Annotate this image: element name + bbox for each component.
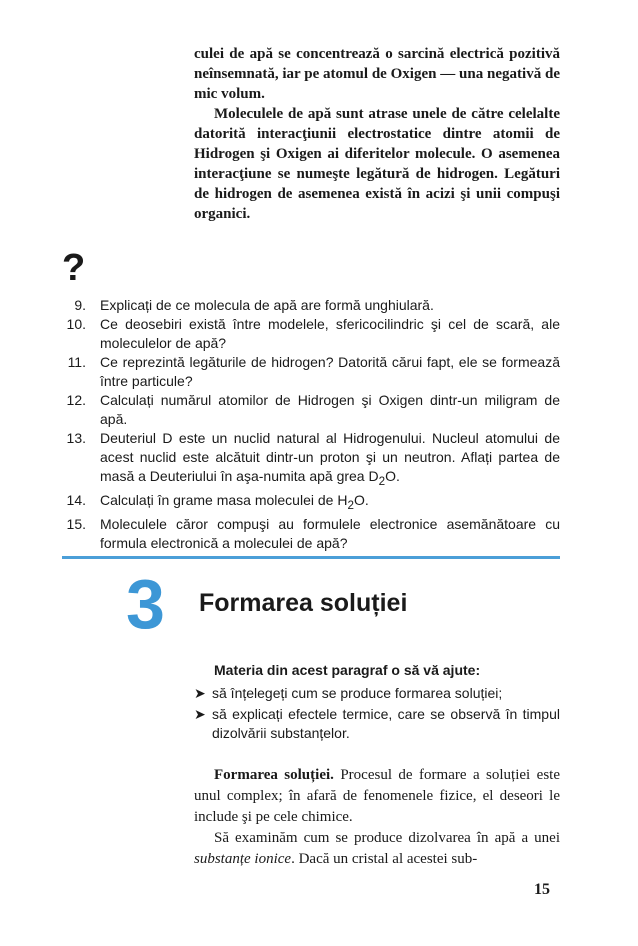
questions-list [58, 296, 560, 553]
section-number: 3 [126, 565, 165, 643]
question-number: 11. [67, 354, 86, 370]
question-text: Calculați numărul atomilor de Hidrogen şi Oxigen dintr-un miligram de apă. [100, 392, 560, 427]
question-text: Moleculele căror compuşi au formulele electronice asemănătoare cu formula electronică a moleculei de apă? [100, 515, 560, 551]
question-text: Explicați de ce molecula de apă are formă unghiulară. [100, 297, 434, 313]
question-number: 12. [66, 392, 86, 408]
question-item [58, 491, 560, 515]
paragraph-text: . Dacă un cristal al acestei sub- [291, 851, 478, 867]
paragraph-lead: Formarea soluției. [214, 767, 334, 783]
question-text: O. [353, 491, 369, 508]
body-text [194, 765, 560, 870]
section-divider [62, 556, 560, 559]
section-title: Formarea soluției [199, 589, 408, 617]
question-number: 10. [66, 316, 86, 332]
questions-heading-icon: ? [62, 247, 86, 289]
objectives-intro: Materia din acest paragraf o să vă ajute: [214, 662, 481, 678]
paragraph-text: Să examinăm cum se produce dizolvarea în apă a unei [214, 830, 560, 846]
question-number: 15. [66, 515, 86, 532]
objective-text: să explicați efectele termice, care se observă în timpul dizolvării substanțelor. [212, 706, 560, 741]
subscript: 2 [378, 474, 386, 488]
question-item [58, 315, 560, 353]
question-item [58, 296, 560, 315]
objectives-box [194, 661, 560, 745]
question-item [58, 391, 560, 429]
paragraph-hydrogen-bond: Moleculele de apă sunt atrase unele de către celelalte datorită interacţiunii electrostatice dintre atomii de Hidrogen şi Oxigen ai diferitelor molecule. O asemenea interacţiune se numeşte legătură de hidrogen. Legături de hidrogen de asemenea există în acizi şi unii compuşi organici. [194, 106, 560, 222]
paragraph-continuation: culei de apă se concentrează o sarcină electrică pozitivă neînsemnată, iar pe atomul de Oxigen — una negativă de mic volum. [194, 46, 560, 102]
question-text: Ce deosebiri există între modelele, sfericocilindric şi cel de scară, ale moleculelor de apă? [100, 316, 560, 351]
question-text: O. [385, 468, 400, 484]
question-text: Ce reprezintă legăturile de hidrogen? Datorită cărui fapt, ele se formează între particule? [100, 354, 560, 389]
emphasis-text: substanțe ionice [194, 851, 292, 867]
page-number: 15 [534, 881, 550, 898]
question-text: Deuteriul D este un nuclid natural al Hidrogenului. Nucleul atomului de acest nuclid este alcătuit dintr-un proton şi un neutron. Aflați partea de masă a Deuteriului în aşa-numita apă grea D [100, 430, 560, 484]
paragraph-text: Procesul de formare a soluției este unul complex; în afară de fenomenele fizice, el deseori le include şi pe cele chimice. [194, 767, 560, 825]
question-text: Calculați în grame masa moleculei de H [100, 491, 348, 508]
question-item [58, 429, 560, 491]
subscript: 2 [347, 498, 354, 512]
objective-item [194, 684, 560, 703]
body-paragraph [194, 765, 560, 828]
top-paragraph [194, 44, 560, 224]
objective-item [194, 705, 560, 743]
arrowhead-right-icon: ➤ [194, 685, 206, 701]
question-number: 14. [66, 491, 86, 508]
question-number: 9. [74, 297, 86, 313]
question-item [58, 353, 560, 391]
body-paragraph [194, 828, 560, 870]
question-number: 13. [66, 430, 86, 446]
question-item [58, 515, 560, 553]
objective-text: să înțelegeți cum se produce formarea soluției; [212, 685, 503, 701]
arrowhead-right-icon: ➤ [194, 706, 206, 722]
